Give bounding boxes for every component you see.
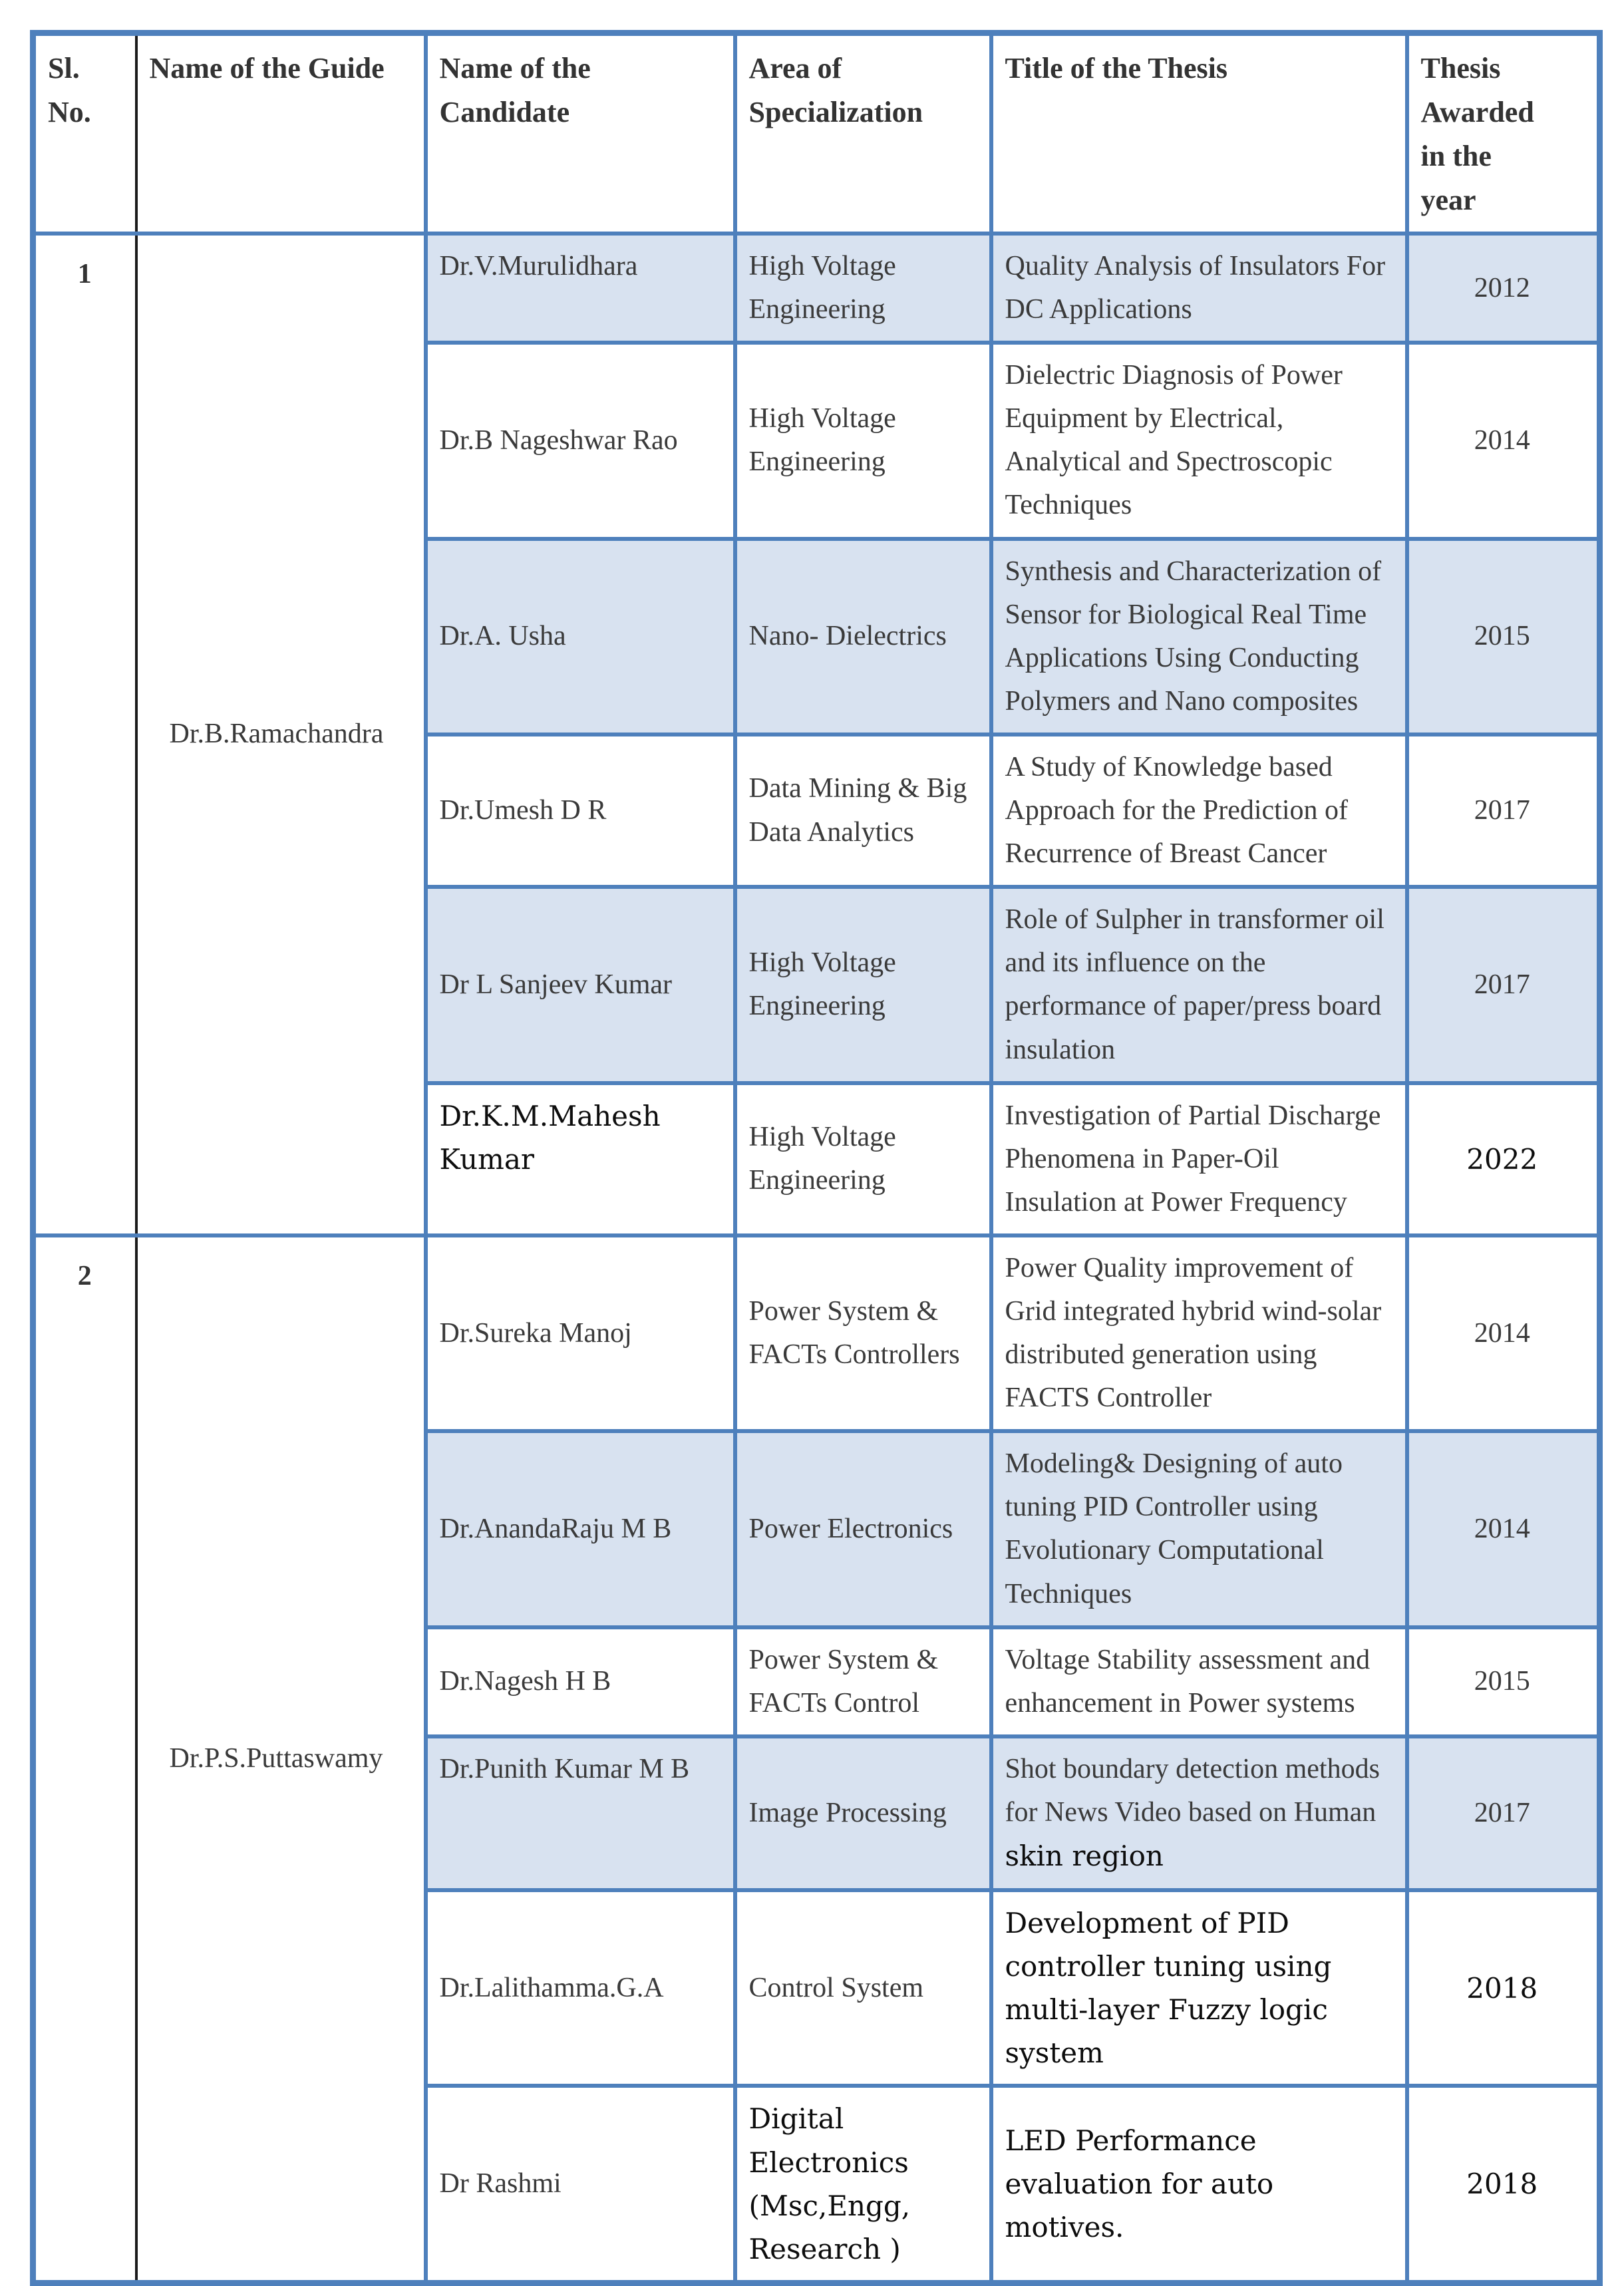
thesis-title-cell: A Study of Knowledge based Approach for the Prediction of Recurrence of Breast Cancer xyxy=(991,735,1407,887)
thesis-title-text: Shot boundary detection methods for News Video based on Human xyxy=(1005,1753,1380,1828)
candidate-cell: Dr Rashmi xyxy=(426,2086,735,2283)
table-row xyxy=(33,234,1600,343)
year-cell: 2015 xyxy=(1407,1627,1600,1736)
specialization-cell: Power System & FACTs Control xyxy=(735,1627,991,1736)
thesis-title-cell: Quality Analysis of Insulators For DC Applications xyxy=(991,234,1407,343)
specialization-cell: Digital Electronics (Msc,Engg, Research ) xyxy=(735,2086,991,2283)
thesis-title-cell: Voltage Stability assessment and enhancement in Power systems xyxy=(991,1627,1407,1736)
thesis-title-cell: Synthesis and Characterization of Sensor for Biological Real Time Applications Using Conducting Polymers and Nano composites xyxy=(991,539,1407,735)
candidate-cell: Dr.Umesh D R xyxy=(426,735,735,887)
candidate-cell: Dr.K.M.Mahesh Kumar xyxy=(426,1083,735,1235)
thesis-title-emphasis: skin region xyxy=(1005,1840,1164,1872)
candidate-cell: Dr.Punith Kumar M B xyxy=(426,1736,735,1890)
year-cell: 2017 xyxy=(1407,887,1600,1082)
candidate-cell: Dr L Sanjeev Kumar xyxy=(426,887,735,1082)
specialization-cell: Control System xyxy=(735,1890,991,2086)
specialization-cell: Power System & FACTs Controllers xyxy=(735,1235,991,1431)
thesis-title-cell: Dielectric Diagnosis of Power Equipment by Electrical, Analytical and Spectroscopic Techniques xyxy=(991,343,1407,538)
year-cell: 2017 xyxy=(1407,1736,1600,1890)
specialization-cell: Data Mining & Big Data Analytics xyxy=(735,735,991,887)
thesis-title-cell: LED Performance evaluation for auto motives. xyxy=(991,2086,1407,2283)
candidate-cell: Dr.Lalithamma.G.A xyxy=(426,1890,735,2086)
year-cell: 2012 xyxy=(1407,234,1600,343)
candidate-cell: Dr.A. Usha xyxy=(426,539,735,735)
specialization-cell: High Voltage Engineering xyxy=(735,343,991,538)
thesis-title-cell: Power Quality improvement of Grid integrated hybrid wind-solar distributed generation using FACTS Controller xyxy=(991,1235,1407,1431)
header-candidate: Name of the Candidate xyxy=(426,33,735,234)
thesis-title-cell: Role of Sulpher in transformer oil and its influence on the performance of paper/press board insulation xyxy=(991,887,1407,1082)
year-cell: 2022 xyxy=(1407,1083,1600,1235)
sl-no-cell: 1 xyxy=(33,234,136,1235)
candidate-cell: Dr.Sureka Manoj xyxy=(426,1235,735,1431)
header-sl-no: Sl. No. xyxy=(33,33,136,234)
header-guide: Name of the Guide xyxy=(136,33,426,234)
header-specialization: Area of Specialization xyxy=(735,33,991,234)
year-cell: 2018 xyxy=(1407,1890,1600,2086)
year-cell: 2018 xyxy=(1407,2086,1600,2283)
candidate-cell: Dr.Nagesh H B xyxy=(426,1627,735,1736)
table-row xyxy=(33,1235,1600,1431)
year-cell: 2014 xyxy=(1407,1431,1600,1627)
candidate-cell: Dr.AnandaRaju M B xyxy=(426,1431,735,1627)
guide-cell: Dr.B.Ramachandra xyxy=(136,234,426,1235)
specialization-cell: Nano- Dielectrics xyxy=(735,539,991,735)
specialization-cell: High Voltage Engineering xyxy=(735,1083,991,1235)
specialization-cell: High Voltage Engineering xyxy=(735,887,991,1082)
specialization-cell: High Voltage Engineering xyxy=(735,234,991,343)
thesis-title-cell: Modeling& Designing of auto tuning PID Controller using Evolutionary Computational Techniques xyxy=(991,1431,1407,1627)
header-thesis-title: Title of the Thesis xyxy=(991,33,1407,234)
guide-cell: Dr.P.S.Puttaswamy xyxy=(136,1235,426,2283)
specialization-cell: Image Processing xyxy=(735,1736,991,1890)
thesis-table xyxy=(30,30,1603,2286)
year-cell: 2014 xyxy=(1407,343,1600,538)
specialization-cell: Power Electronics xyxy=(735,1431,991,1627)
thesis-title-cell xyxy=(991,1736,1407,1890)
year-cell: 2015 xyxy=(1407,539,1600,735)
candidate-cell: Dr.B Nageshwar Rao xyxy=(426,343,735,538)
year-cell: 2014 xyxy=(1407,1235,1600,1431)
candidate-cell: Dr.V.Murulidhara xyxy=(426,234,735,343)
header-year: Thesis Awarded in the year xyxy=(1407,33,1600,234)
sl-no-cell: 2 xyxy=(33,1235,136,2283)
thesis-title-cell: Development of PID controller tuning using multi-layer Fuzzy logic system xyxy=(991,1890,1407,2086)
year-cell: 2017 xyxy=(1407,735,1600,887)
thesis-title-cell: Investigation of Partial Discharge Phenomena in Paper-Oil Insulation at Power Frequency xyxy=(991,1083,1407,1235)
header-row xyxy=(33,33,1600,234)
